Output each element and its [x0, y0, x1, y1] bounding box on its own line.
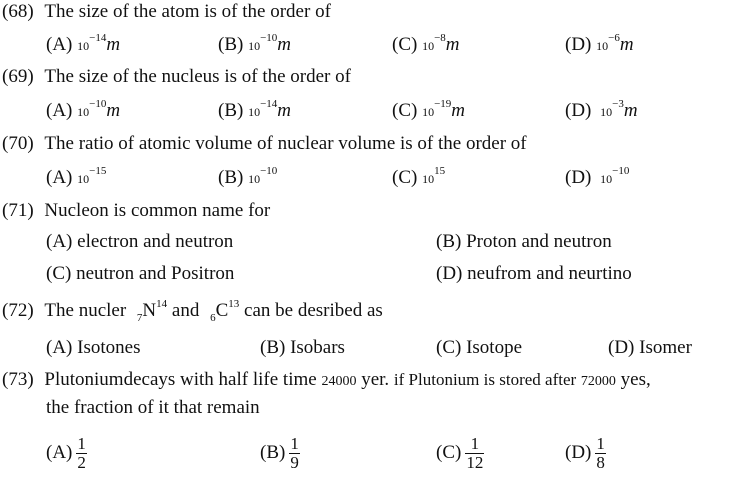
option-70-d[interactable]: [565, 164, 630, 188]
option-base: 10: [248, 39, 261, 53]
option-base: 10: [77, 105, 90, 119]
option-label: (C): [392, 34, 418, 55]
option-71-a[interactable]: [46, 232, 233, 251]
option-label: (C): [392, 167, 418, 188]
option-unit: m: [619, 34, 634, 55]
question-73: [2, 370, 651, 389]
option-69-d[interactable]: [565, 97, 638, 121]
numerator: 1: [596, 434, 605, 453]
option-71-d[interactable]: [436, 264, 632, 283]
option-71-b[interactable]: [436, 232, 612, 251]
question-text-unit: yer.: [361, 369, 390, 390]
option-unit: m: [277, 100, 292, 121]
option-73-c[interactable]: [436, 435, 484, 472]
option-text: Isotope: [466, 337, 523, 358]
numerator: 1: [465, 435, 484, 454]
option-label: (A): [46, 167, 73, 188]
option-label: (A): [46, 100, 73, 121]
option-exp: −6: [608, 31, 620, 44]
half-life-value: 24000: [321, 374, 357, 389]
option-base: 10: [600, 105, 613, 119]
fraction: [465, 435, 484, 472]
question-71: [2, 201, 270, 220]
question-text: Nucleon is common name for: [44, 200, 271, 221]
option-exp: −10: [89, 97, 107, 110]
option-unit: m: [277, 34, 292, 55]
option-exp: −3: [612, 97, 624, 110]
option-label: (B): [436, 231, 462, 252]
option-base: 10: [422, 172, 435, 186]
option-label: (C): [46, 263, 72, 284]
option-69-b[interactable]: [218, 97, 292, 121]
option-label: (D): [565, 100, 592, 121]
denominator: 2: [77, 453, 86, 472]
question-number: (68): [2, 1, 34, 22]
option-label: (A): [46, 231, 73, 252]
question-text-unit2: yes,: [620, 369, 651, 390]
option-text: neufrom and neurtino: [467, 263, 632, 284]
option-base: 10: [422, 39, 435, 53]
fraction: [289, 435, 300, 472]
question-text: The ratio of atomic volume of nuclear volume is of the order of: [44, 133, 527, 154]
option-label: (B): [218, 34, 244, 55]
option-72-b[interactable]: [260, 338, 345, 357]
nitrogen-nuclide: [136, 297, 168, 324]
denominator: 9: [290, 453, 299, 472]
option-base: 10: [77, 172, 90, 186]
option-72-d[interactable]: [608, 338, 692, 357]
option-68-d[interactable]: [565, 31, 634, 55]
option-label: (D): [436, 263, 463, 284]
question-number: (72): [2, 300, 34, 321]
option-70-c[interactable]: [392, 164, 446, 188]
fraction: [595, 435, 606, 472]
option-text: Isomer: [639, 337, 692, 358]
question-number: (70): [2, 133, 34, 154]
element-symbol: N: [142, 300, 157, 321]
question-text: The size of the atom is of the order of: [44, 1, 331, 22]
option-68-b[interactable]: [218, 31, 292, 55]
option-label: (A): [46, 34, 73, 55]
question-69: [2, 67, 351, 86]
option-label: (B): [218, 167, 244, 188]
numerator: 1: [290, 434, 299, 453]
option-label: (A): [46, 337, 73, 358]
mass-number: 13: [228, 297, 240, 310]
option-exp: −19: [434, 97, 452, 110]
mass-number: 14: [156, 297, 168, 310]
option-text: Isotones: [77, 337, 141, 358]
option-label: (B): [260, 337, 286, 358]
question-text-cont: if Plutonium is stored after: [393, 370, 577, 389]
option-73-b[interactable]: [260, 435, 300, 472]
option-unit: m: [623, 100, 638, 121]
element-symbol: C: [215, 300, 229, 321]
option-73-d[interactable]: [565, 435, 606, 472]
question-70: [2, 134, 527, 153]
denominator: 8: [596, 453, 605, 472]
option-exp: −14: [89, 31, 107, 44]
question-text-end: can be desribed as: [244, 300, 383, 321]
option-text: neutron and Positron: [76, 263, 235, 284]
option-exp: −10: [260, 31, 278, 44]
option-text: electron and neutron: [77, 231, 234, 252]
option-exp: −15: [89, 164, 107, 177]
question-text: Plutoniumdecays with half life time: [44, 369, 317, 390]
numerator: 1: [77, 434, 86, 453]
question-text: The nucler: [44, 300, 127, 321]
option-68-c[interactable]: [392, 31, 460, 55]
option-label: (B): [218, 100, 244, 121]
atomic-number: 7: [136, 311, 143, 324]
option-base: 10: [600, 172, 613, 186]
question-text-mid: and: [171, 300, 200, 321]
atomic-number: 6: [210, 311, 216, 324]
option-text: Proton and neutron: [466, 231, 612, 252]
option-base: 10: [596, 39, 609, 53]
option-base: 10: [248, 105, 261, 119]
option-label: (C): [392, 100, 418, 121]
option-exp: −10: [612, 164, 630, 177]
denominator: 12: [466, 453, 484, 472]
option-label: (D): [608, 337, 635, 358]
question-number: (69): [2, 66, 34, 87]
storage-time-value: 72000: [580, 374, 616, 389]
option-label: (D): [565, 441, 592, 463]
question-72: [2, 297, 383, 324]
question-68: [2, 2, 331, 21]
question-number: (71): [2, 200, 34, 221]
option-71-c[interactable]: [46, 264, 234, 283]
option-label: (D): [565, 34, 592, 55]
option-72-a[interactable]: [46, 338, 140, 357]
option-unit: m: [106, 34, 121, 55]
option-73-a[interactable]: [46, 435, 87, 472]
option-exp: −14: [260, 97, 278, 110]
option-label: (C): [436, 337, 462, 358]
option-72-c[interactable]: [436, 338, 522, 357]
option-68-a[interactable]: [46, 31, 121, 55]
option-69-c[interactable]: [392, 97, 466, 121]
option-label: (D): [565, 167, 592, 188]
option-text: Isobars: [290, 337, 345, 358]
option-label: (B): [260, 441, 286, 463]
option-exp: −8: [434, 31, 446, 44]
question-73-line2: the fraction of it that remain: [46, 397, 260, 418]
option-label: (C): [436, 441, 462, 463]
option-unit: m: [445, 34, 460, 55]
option-base: 10: [248, 172, 261, 186]
option-label: (A): [46, 441, 73, 463]
option-unit: m: [106, 100, 121, 121]
carbon-nuclide: [210, 297, 240, 324]
option-base: 10: [77, 39, 90, 53]
option-exp: 15: [434, 164, 446, 177]
option-exp: −10: [260, 164, 278, 177]
option-base: 10: [422, 105, 435, 119]
fraction: [76, 435, 87, 472]
question-text: The size of the nucleus is of the order of: [44, 66, 351, 87]
option-70-b[interactable]: [218, 164, 278, 188]
option-70-a[interactable]: [46, 164, 107, 188]
question-number: (73): [2, 369, 34, 390]
option-69-a[interactable]: [46, 97, 121, 121]
option-unit: m: [451, 100, 466, 121]
